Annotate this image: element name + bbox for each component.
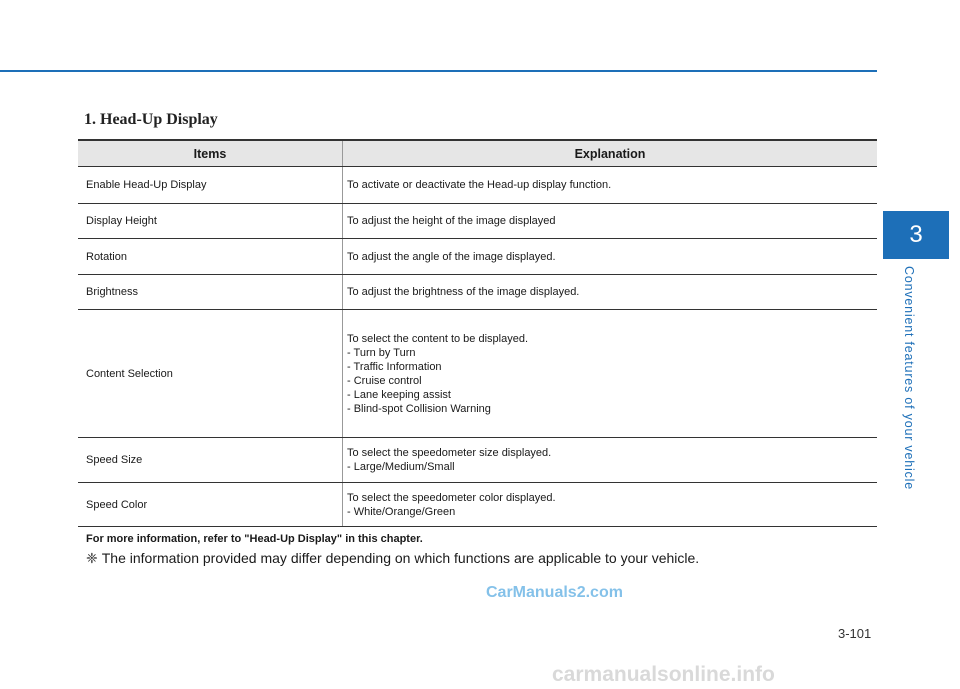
watermark: CarManuals2.com [486,584,623,601]
row-item: Enable Head-Up Display [78,167,343,204]
row-explanation [343,483,878,527]
section-title: 1. Head-Up Display [84,111,218,128]
explanation-line: - White/Orange/Green [347,505,456,518]
row-explanation [343,438,878,483]
explanation-line: To adjust the height of the image displayed [347,215,556,227]
table-row [78,310,877,438]
explanation-line: - Cruise control [347,374,422,387]
explanation-line: To activate or deactivate the Head-up display function. [347,179,612,191]
row-item: Speed Color [78,483,343,527]
table-row [78,204,877,239]
top-rule [0,70,877,72]
header-explanation: Explanation [343,140,878,167]
table-header-row [78,140,877,167]
row-explanation [343,204,878,239]
page-number: 3-101 [838,626,872,641]
row-explanation [343,239,878,275]
settings-table [78,139,877,527]
chapter-tab [883,211,949,259]
table-row [78,167,877,204]
row-item: Content Selection [78,310,343,438]
info-text: The information provided may differ depending on which functions are applicable to your vehicle. [101,550,700,566]
table-row [78,275,877,310]
table-row [78,483,877,527]
reference-note: For more information, refer to "Head-Up Display" in this chapter. [86,533,423,545]
chapter-number: 3 [909,221,923,248]
row-explanation [343,167,878,204]
explanation-line: - Turn by Turn [347,346,416,359]
header-items: Items [78,140,343,167]
row-item: Display Height [78,204,343,239]
row-item: Brightness [78,275,343,310]
row-explanation [343,310,878,438]
explanation-line: To adjust the angle of the image displayed. [347,250,556,263]
explanation-line: - Traffic Information [347,360,442,373]
site-watermark: carmanualsonline.info [552,663,775,686]
explanation-line: To select the speedometer color displayed. [347,491,556,504]
info-note [86,550,699,567]
explanation-line: - Large/Medium/Small [347,461,455,473]
row-item: Rotation [78,239,343,275]
row-explanation [343,275,878,310]
table-row [78,239,877,275]
explanation-line: To select the content to be displayed. [347,332,529,345]
chapter-label: Convenient features of your vehicle [902,266,916,490]
table-row [78,438,877,483]
explanation-line: To select the speedometer size displayed. [347,447,552,459]
row-item: Speed Size [78,438,343,483]
explanation-line: - Blind-spot Collision Warning [347,402,491,415]
info-mark-icon: ❈ [86,550,98,566]
explanation-line: To adjust the brightness of the image displayed. [347,286,580,298]
bottom-band [0,665,960,689]
explanation-line: - Lane keeping assist [347,388,451,401]
